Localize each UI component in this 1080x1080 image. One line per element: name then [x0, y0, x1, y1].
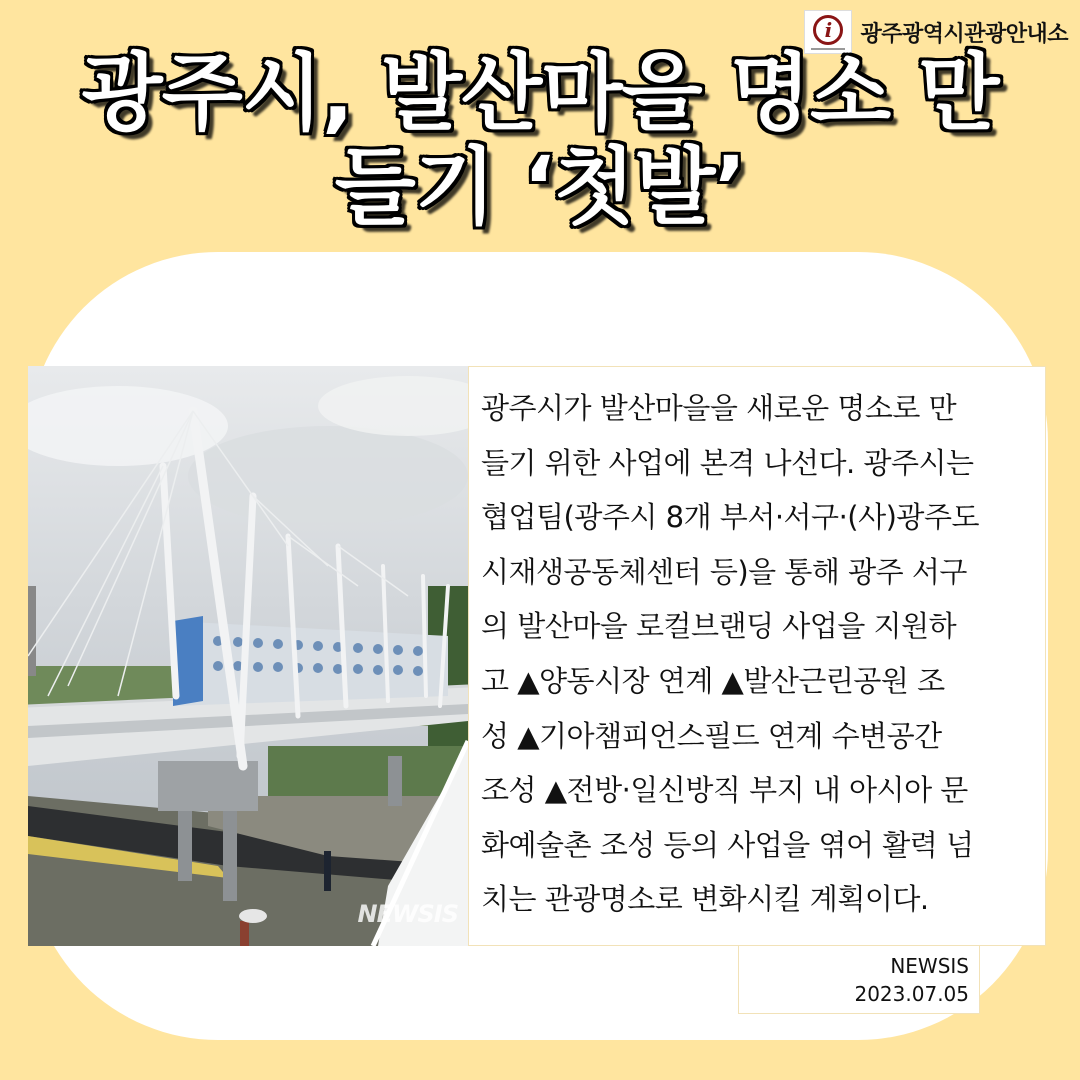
headline	[0, 46, 1080, 234]
brand-name: 광주광역시관광안내소	[860, 21, 1068, 47]
news-photo	[28, 366, 468, 946]
headline-line-2: 들기 ‘첫발’	[334, 138, 746, 236]
source-date: 2023.07.05	[854, 982, 969, 1006]
article-body: 광주시가 발산마을을 새로운 명소로 만 들기 위한 사업에 본격 나선다. 광주시는 협업팀(광주시 8개 부서·서구·(사)광주도 시재생공동체센터 등)을 통해 광주 서구 의 발산마을 로컬브랜딩 사업을 지원하 고 ▲양동시장 연계 ▲발산근린공원 조 성 ▲기아챔피언스필드 연계 수변공간 조성 ▲전방·일신방직 부지 내 아시아 문 화예술촌 조성 등의 사업을 엮어 활력 넘 치는 관광명소로 변화시킬 계획이다.	[481, 391, 979, 917]
source-outlet: NEWSIS	[890, 954, 969, 978]
bridge-photo-illustration	[28, 366, 468, 946]
source-credit	[738, 946, 980, 1014]
photo-watermark: NEWSIS	[357, 900, 458, 928]
headline-line-1: 광주시, 발산마을 명소 만	[81, 44, 999, 142]
info-logo-icon: i	[804, 10, 852, 54]
article-text-box	[468, 366, 1046, 946]
